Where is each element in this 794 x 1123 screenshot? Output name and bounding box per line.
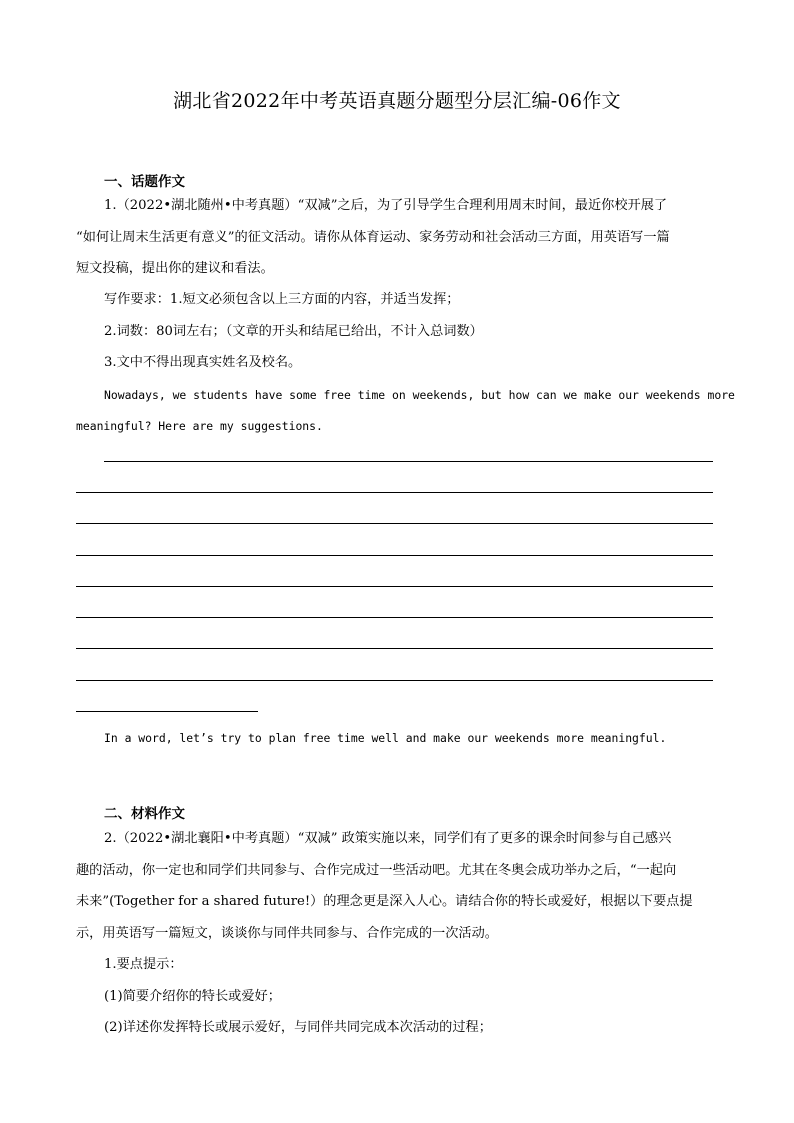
requirement-3: 3.文中不得出现真实姓名及校名。 (104, 355, 302, 370)
point-2: (2)详述你发挥特长或展示爱好，与同伴共同完成本次活动的过程； (104, 1020, 492, 1035)
page-title: 湖北省2022年中考英语真题分题型分层汇编-06作文 (173, 90, 621, 112)
writing-line[interactable] (104, 461, 713, 462)
writing-line[interactable] (76, 492, 713, 493)
writing-line[interactable] (76, 617, 713, 618)
writing-line[interactable] (76, 648, 713, 649)
question-1-line-3: 短文投稿，提出你的建议和看法。 (76, 261, 274, 276)
writing-line[interactable] (76, 555, 713, 556)
closing-line: In a word, let’s try to plan free time well and make our weekends more meaningful. (104, 731, 667, 745)
opening-line-1: Nowadays, we students have some free time on weekends, but how can we make our weekends more (104, 388, 735, 402)
question-2-line-2: 趣的活动，你一定也和同学们共同参与、合作完成过一些活动吧。尤其在冬奥会成功举办之后，“一起向 (76, 863, 677, 878)
question-1-line-1: 1.（2022•湖北随州•中考真题）“双减”之后，为了引导学生合理利用周末时间，最近你校开展了 (104, 198, 668, 213)
writing-line-short[interactable] (76, 711, 258, 712)
requirement-1: 写作要求：1.短文必须包含以上三方面的内容，并适当发挥； (104, 292, 460, 307)
writing-line[interactable] (76, 586, 713, 587)
question-2-line-4: 示，用英语写一篇短文，谈谈你与同伴共同参与、合作完成的一次活动。 (76, 926, 498, 941)
points-heading: 1.要点提示： (104, 957, 183, 972)
section-1-heading: 一、话题作文 (104, 174, 185, 190)
point-1: (1)简要介绍你的特长或爱好； (104, 989, 281, 1004)
question-2-line-3: 未来”(Together for a shared future!）的理念更是深入人心。请结合你的特长或爱好，根据以下要点提 (76, 894, 693, 909)
writing-line[interactable] (76, 680, 713, 681)
opening-line-2: meaningful? Here are my suggestions. (76, 419, 323, 433)
question-1-line-2: “如何让周末生活更有意义”的征文活动。请你从体育运动、家务劳动和社会活动三方面，用英语写一篇 (76, 230, 670, 245)
requirement-2: 2.词数：80词左右；（文章的开头和结尾已给出，不计入总词数） (104, 324, 483, 339)
section-2-heading: 二、材料作文 (104, 806, 185, 822)
question-2-line-1: 2.（2022•湖北襄阳•中考真题）“双减” 政策实施以来，同学们有了更多的课余时间参与自己感兴 (104, 831, 672, 846)
writing-line[interactable] (76, 523, 713, 524)
